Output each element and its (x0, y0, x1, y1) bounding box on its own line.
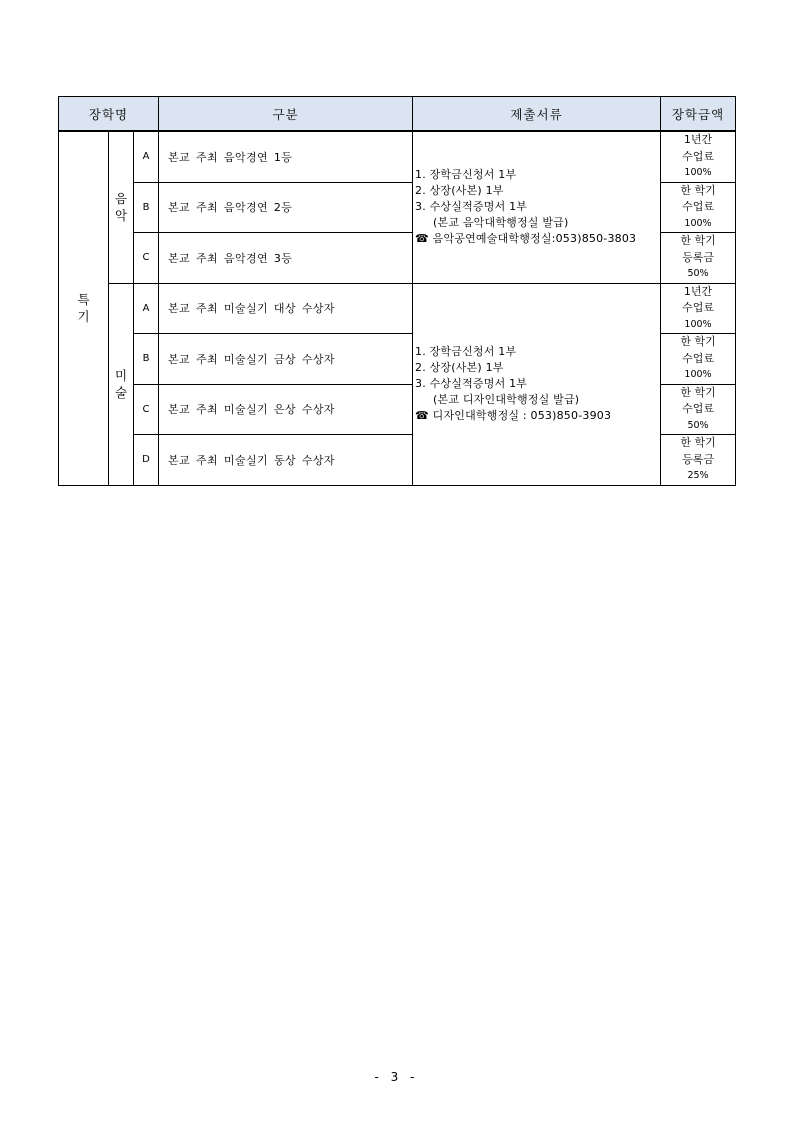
documents-cell-art (413, 283, 661, 485)
amount-period: 한 학기 (680, 335, 716, 348)
contact-phone-line: ☎ 음악공연예술대학행정실:053)850-3803 (415, 232, 637, 246)
amount-period: 1년간 (683, 133, 713, 146)
grade-cell: A (134, 131, 159, 182)
scholarship-table (58, 96, 736, 486)
contact-phone-line: ☎ 디자인대학행정실 : 053)850-3903 (415, 409, 612, 422)
subgroup-label-music (109, 131, 134, 283)
category-cell: 본교 주최 음악경연 2등 (159, 182, 413, 233)
amount-period: 한 학기 (680, 385, 716, 399)
header-documents: 제출서류 (413, 97, 661, 132)
document-line: (본교 음악대학행정실 발급) (433, 216, 569, 230)
group-label-char: 기 (77, 309, 90, 325)
subgroup-label-char: 술 (114, 385, 128, 400)
category-cell: 본교 주최 미술실기 대상 수상자 (159, 283, 413, 334)
table-row (59, 131, 736, 182)
amount-percent: 100% (684, 318, 712, 330)
document-line: 1. 장학금신청서 1부 (415, 345, 517, 358)
scholarship-table-section (58, 96, 735, 486)
grade-cell: C (134, 384, 159, 435)
category-cell: 본교 주최 음악경연 3등 (159, 233, 413, 284)
amount-cell (661, 283, 736, 334)
amount-period: 한 학기 (680, 436, 716, 449)
amount-cell (661, 384, 736, 435)
amount-type: 수업료 (682, 402, 714, 415)
page-number: - 3 - (374, 1070, 419, 1084)
document-line: 2. 상장(사본) 1부 (415, 184, 504, 198)
amount-percent: 50% (687, 419, 709, 431)
amount-type: 등록금 (682, 250, 714, 264)
amount-period: 한 학기 (680, 234, 716, 247)
amount-cell (661, 131, 736, 182)
document-line: 1. 장학금신청서 1부 (415, 168, 517, 182)
category-cell: 본교 주최 미술실기 동상 수상자 (159, 435, 413, 486)
header-amount: 장학금액 (661, 97, 736, 132)
amount-cell (661, 182, 736, 233)
document-line: 3. 수상실적증명서 1부 (415, 377, 528, 390)
grade-cell: A (134, 283, 159, 334)
header-category: 구분 (159, 97, 413, 132)
amount-type: 수업료 (682, 149, 714, 163)
grade-cell: C (134, 233, 159, 284)
grade-cell: B (134, 334, 159, 385)
amount-percent: 100% (684, 369, 712, 380)
category-cell: 본교 주최 음악경연 1등 (159, 131, 413, 182)
group-label-special-talent (59, 131, 109, 485)
grade-cell: D (134, 435, 159, 486)
category-cell: 본교 주최 미술실기 은상 수상자 (159, 384, 413, 435)
subgroup-label-char: 미 (114, 368, 128, 383)
header-row (59, 97, 736, 132)
document-line: (본교 디자인대학행정실 발급) (433, 393, 580, 406)
documents-cell-music (413, 131, 661, 283)
amount-percent: 100% (684, 217, 712, 229)
category-cell: 본교 주최 미술실기 금상 수상자 (159, 334, 413, 385)
amount-period: 1년간 (683, 284, 713, 298)
table-row (59, 283, 736, 334)
amount-type: 수업료 (682, 200, 714, 213)
subgroup-label-char: 악 (114, 208, 128, 224)
amount-type: 등록금 (682, 452, 714, 466)
document-line: 3. 수상실적증명서 1부 (415, 200, 528, 214)
document-line: 2. 상장(사본) 1부 (415, 361, 504, 374)
amount-cell (661, 435, 736, 486)
amount-percent: 50% (687, 268, 709, 279)
amount-type: 수업료 (682, 301, 714, 314)
amount-type: 수업료 (682, 351, 714, 365)
subgroup-label-art (109, 283, 134, 485)
grade-cell: B (134, 182, 159, 233)
amount-period: 한 학기 (680, 183, 716, 197)
amount-percent: 25% (687, 470, 709, 481)
header-scholarship-name: 장학명 (59, 97, 159, 132)
subgroup-label-char: 음 (114, 191, 128, 207)
amount-cell (661, 334, 736, 385)
group-label-char: 특 (77, 292, 90, 308)
amount-percent: 100% (684, 167, 712, 178)
amount-cell (661, 233, 736, 284)
